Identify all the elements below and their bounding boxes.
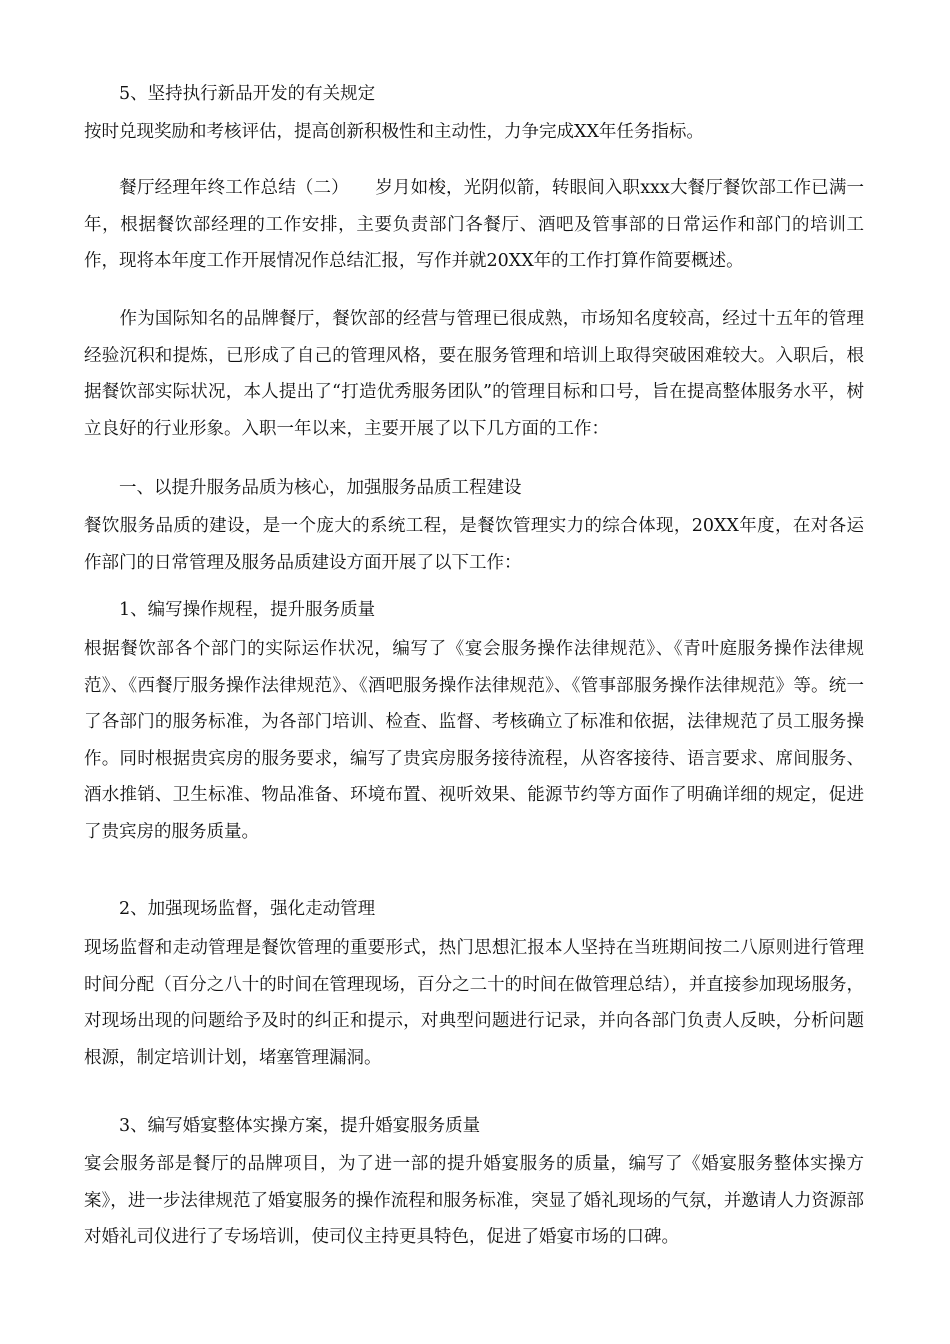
subheading-2: 2、加强现场监督，强化走动管理 bbox=[84, 899, 376, 919]
paragraph-operating-procedures: 根据餐饮部各个部门的实际运作状况，编写了《宴会服务操作法律规范》、《青叶庭服务操作法律规范》、《西餐厅服务操作法律规范》、《酒吧服务操作法律规范》、《管事部服务操作法律规范》等。统一了各部门的服务标准，为各部门培训、检查、监督、考核确立了标准和依据，法律规范了员工服务操作。同时根据贵宾房的服务要求，编写了贵宾房服务接待流程，从咨客接待、语言要求、席间服务、酒水推销、卫生标准、物品准备、环境布置、视听效果、能源节约等方面作了明确详细的规定，促进了贵宾房的服务质量。 bbox=[84, 639, 864, 842]
paragraph-wedding-plan: 宴会服务部是餐厅的品牌项目，为了进一部的提升婚宴服务的质量，编写了《婚宴服务整体实操方案》，进一步法律规范了婚宴服务的操作流程和服务标准，突显了婚礼现场的气氛，并邀请人力资源部对婚礼司仪进行了专场培训，使司仪主持更具特色，促进了婚宴市场的口碑。 bbox=[84, 1154, 864, 1247]
paragraph-reward-assessment: 按时兑现奖励和考核评估，提高创新积极性和主动性，力争完成XX年任务指标。 bbox=[84, 122, 704, 142]
heading-item-5: 5、坚持执行新品开发的有关规定 bbox=[84, 84, 376, 104]
subheading-1: 1、编写操作规程，提升服务质量 bbox=[84, 600, 376, 620]
section-heading-1: 一、以提升服务品质为核心，加强服务品质工程建设 bbox=[84, 478, 522, 498]
paragraph-brand-restaurant: 作为国际知名的品牌餐厅，餐饮部的经营与管理已很成熟，市场知名度较高，经过十五年的管理经验沉积和提炼，已形成了自己的管理风格，要在服务管理和培训上取得突破困难较大。入职后，根据餐饮部实际状况，本人提出了“打造优秀服务团队”的管理目标和口号，旨在提高整体服务水平，树立良好的行业形象。入职一年以来，主要开展了以下几方面的工作： bbox=[84, 309, 864, 439]
paragraph-service-quality: 餐饮服务品质的建设，是一个庞大的系统工程，是餐饮管理实力的综合体现，20XX年度，在对各运作部门的日常管理及服务品质建设方面开展了以下工作： bbox=[84, 516, 864, 573]
subheading-3: 3、编写婚宴整体实操方案，提升婚宴服务质量 bbox=[84, 1116, 481, 1136]
paragraph-summary-intro: 餐厅经理年终工作总结（二） 岁月如梭，光阴似箭，转眼间入职xxx大餐厅餐饮部工作已满一年，根据餐饮部经理的工作安排，主要负责部门各餐厅、酒吧及管事部的日常运作和部门的培训工作，现将本年度工作开展情况作总结汇报，写作并就20XX年的工作打算作简要概述。 bbox=[84, 178, 864, 271]
paragraph-site-supervision: 现场监督和走动管理是餐饮管理的重要形式，热门思想汇报本人坚持在当班期间按二八原则进行管理时间分配（百分之八十的时间在管理现场，百分之二十的时间在做管理总结），并直接参加现场服务，对现场出现的问题给予及时的纠正和提示，对典型问题进行记录，并向各部门负责人反映，分析问题根源，制定培训计划，堵塞管理漏洞。 bbox=[84, 938, 864, 1068]
